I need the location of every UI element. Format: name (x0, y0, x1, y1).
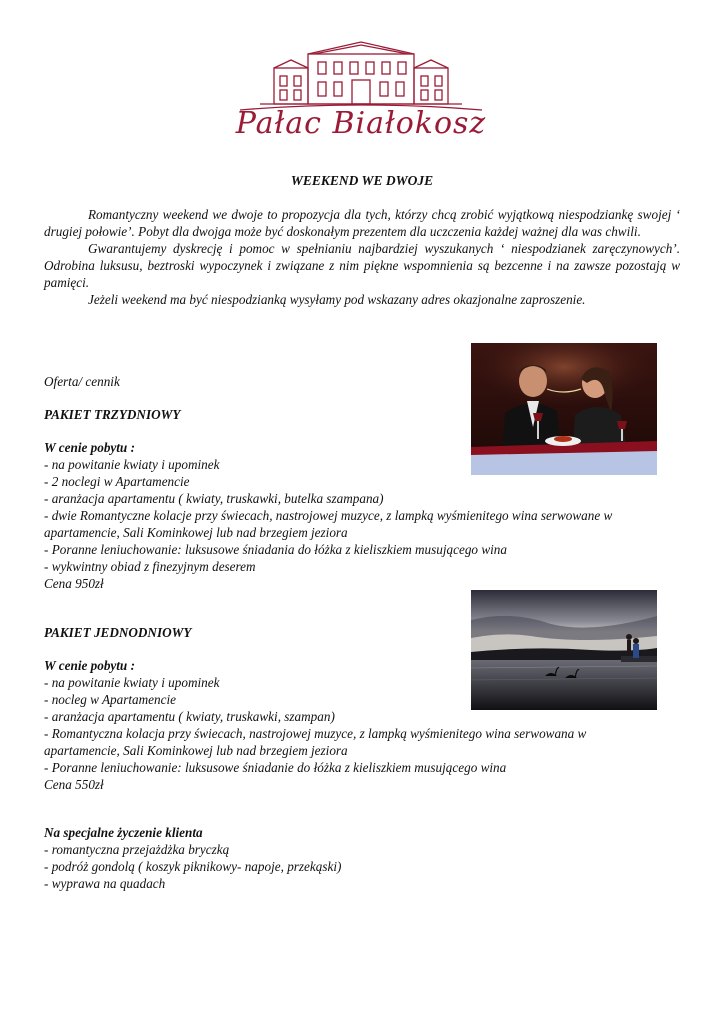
intro-paragraph: Jeżeli weekend ma być niespodzianką wysyłamy pod wskazany adres okazjonalne zaproszenie. (88, 292, 586, 307)
package3-heading: PAKIET TRZYDNIOWY (44, 407, 181, 422)
list-item: - na powitanie kwiaty i upominek (44, 457, 220, 472)
list-item: - wykwintny obiad z finezyjnym deserem (44, 559, 256, 574)
list-item: - nocleg w Apartamencie (44, 692, 176, 707)
special-heading: Na specjalne życzenie klienta (44, 825, 203, 840)
package1-heading: PAKIET JEDNODNIOWY (44, 625, 192, 640)
list-item: apartamencie, Sali Kominkowej lub nad brzegiem jeziora (44, 743, 348, 758)
list-item: - na powitanie kwiaty i upominek (44, 675, 220, 690)
list-item: - romantyczna przejażdżka bryczką (44, 842, 230, 857)
intro-paragraph: Romantyczny weekend we dwoje to propozycja dla tych, którzy chcą zrobić wyjątkową niespodziankę swojej ‘ drugiej połowie’. Pobyt dla dwojga może być doskonałym prezentem dla uczczenia każdej ważnej dla was chwili. (44, 207, 680, 239)
couple-dinner-photo (471, 343, 657, 475)
list-item: - aranżacja apartamentu ( kwiaty, truskawki, butelka szampana) (44, 491, 384, 506)
list-item: - 2 noclegi w Apartamencie (44, 474, 190, 489)
list-item: - podróż gondolą ( koszyk piknikowy- napoje, przekąski) (44, 859, 342, 874)
brand-name: Pałac Białokosz (235, 106, 487, 141)
special-requests (44, 824, 341, 892)
list-item: - Poranne leniuchowanie: luksusowe śniadania do łóżka z kieliszkiem musującego wina (44, 542, 507, 557)
lake-swans-photo (471, 590, 657, 710)
list-item: apartamencie, Sali Kominkowej lub nad brzegiem jeziora (44, 525, 348, 540)
price: Cena 550zł (44, 777, 104, 792)
price-heading: W cenie pobytu : (44, 658, 135, 673)
list-item: - Romantyczna kolacja przy świecach, nastrojowej muzyce, z lampką wyśmienitego wina serwowana w (44, 726, 587, 741)
list-item: - Poranne leniuchowanie: luksusowe śniadanie do łóżka z kieliszkiem musującego wina (44, 760, 507, 775)
page-title: WEEKEND WE DWOJE (290, 173, 434, 188)
price-heading: W cenie pobytu : (44, 440, 135, 455)
palace-logo (230, 40, 492, 144)
offer-label: Oferta/ cennik (44, 374, 120, 389)
intro-text (44, 206, 680, 308)
intro-paragraph: Gwarantujemy dyskrecję i pomoc w spełnianiu najbardziej wyszukanych ‘ niespodzianek zaręczynowych’. Odrobina luksusu, beztroski wypoczynek i związane z nim piękne wspomnienia są bezcenne i na zawsze pozostają w pamięci. (44, 241, 680, 290)
price: Cena 950zł (44, 576, 104, 591)
list-item: - dwie Romantyczne kolacje przy świecach, nastrojowej muzyce, z lampką wyśmienitego wina serwowane w (44, 508, 613, 523)
list-item: - aranżacja apartamentu ( kwiaty, truskawki, szampan) (44, 709, 335, 724)
list-item: - wyprawa na quadach (44, 876, 166, 891)
